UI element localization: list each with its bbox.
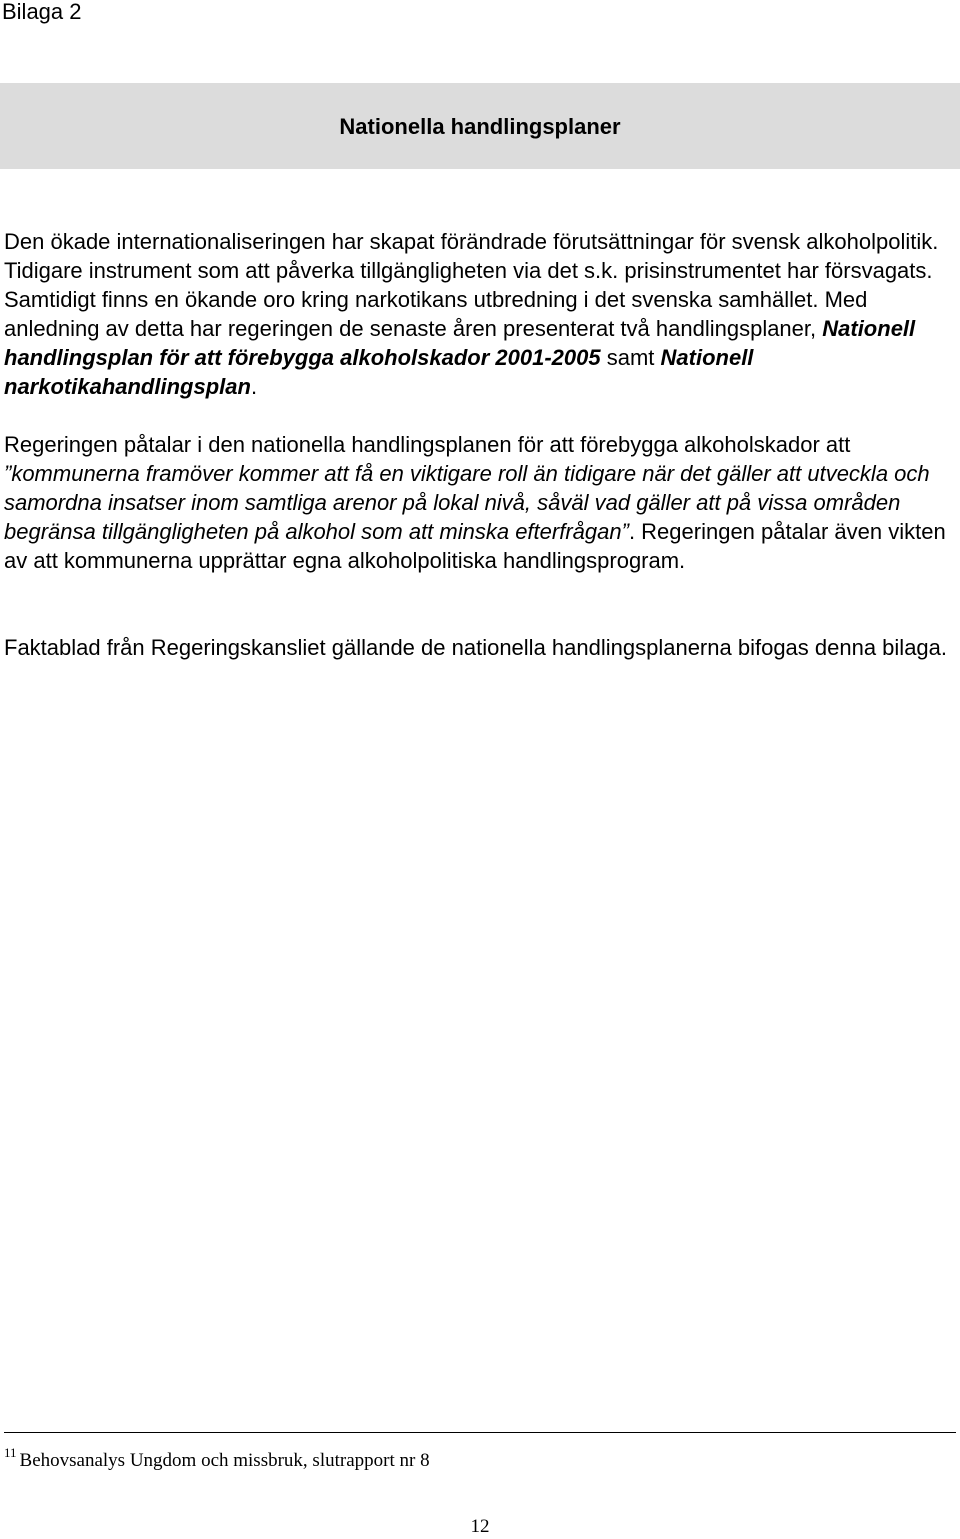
page-label: Bilaga 2	[2, 0, 82, 24]
intro-text: Den ökade internationaliseringen har skapat förändrade förutsättningar för svensk alkoholpolitik. Tidigare instrument som att påverka tillgängligheten via det s.k. prisinstrumentet har försvagats. Samtidigt finns en ökande oro kring narkotikans utbredning i det svenska samhället. Med anledning av detta har regeringen de senaste åren presenterat två handlingsplaner,	[4, 229, 939, 341]
government-quote: ”kommunerna framöver kommer att få en viktigare roll än tidigare när det gäller att utveckla och samordna insatser inom samtliga arenor på lokal nivå, såväl vad gäller att på vissa områden begränsa tillgängligheten på alkohol som att minska efterfrågan”	[4, 461, 930, 544]
footnote	[4, 1440, 430, 1474]
alcohol-plan-title: Nationell handlingsplan för att förebygga alkoholskador 2001-2005	[4, 316, 916, 370]
factsheet-paragraph: Faktablad från Regeringskansliet gällande de nationella handlingsplanerna bifogas denna bilaga.	[4, 635, 948, 660]
government-text: Regeringen påtalar i den nationella handlingsplanen för att förebygga alkoholskador att	[4, 432, 851, 457]
title-box	[0, 83, 960, 169]
footnote-divider	[4, 1432, 956, 1433]
government-paragraph	[4, 430, 958, 575]
intro-connector: samt	[600, 345, 661, 370]
intro-end: .	[250, 374, 258, 399]
government-text-end: . Regeringen påtalar även vikten av att kommunerna upprättar egna alkoholpolitiska handlingsprogram.	[4, 519, 946, 573]
footnote-text: Behovsanalys Ungdom och missbruk, slutrapport nr 8	[19, 1450, 430, 1471]
footnote-number: 11	[4, 1445, 17, 1460]
intro-paragraph	[4, 227, 958, 401]
page-number: 12	[470, 1516, 490, 1537]
narcotics-plan-title: Nationell narkotikahandlingsplan	[4, 345, 754, 399]
page-title: Nationella handlingsplaner	[339, 114, 621, 139]
